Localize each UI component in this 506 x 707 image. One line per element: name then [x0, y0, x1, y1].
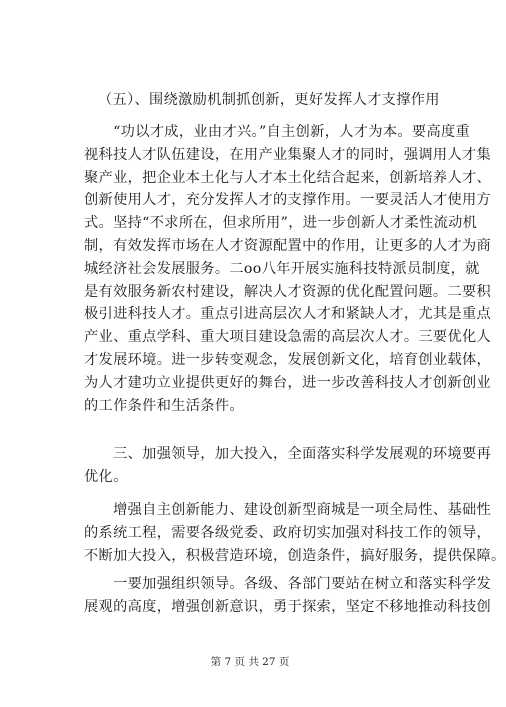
heading-line: 三、加强领导，加大投入，全面落实科学发展观的环境要再	[84, 446, 492, 462]
text-line: 视科技人才队伍建设，在用产业集聚人才的同时，强调用人才集	[84, 146, 492, 163]
text-line: 创新使用人才，充分发挥人才的支撑作用。一要灵活人才使用方	[84, 192, 492, 209]
page-footer: 第 7 页 共 27 页	[210, 656, 290, 668]
paragraph-leadership	[84, 573, 492, 619]
paragraph-system	[84, 499, 506, 567]
section-heading-5	[84, 89, 440, 112]
text-line: 一要加强组织领导。各级、各部门要站在树立和落实科学发	[84, 576, 492, 592]
text-line: 制，有效发挥市场在人才资源配置中的作用，让更多的人才为商	[84, 237, 492, 254]
section-heading-3	[84, 443, 492, 489]
heading-line: 优化。	[84, 468, 128, 485]
text-line: “功以才成，业由才兴。”自主创新，人才为本。要高度重	[84, 124, 471, 140]
text-line: 才发展环境。进一步转变观念，发展创新文化，培育创业载体，	[84, 351, 492, 368]
text-line: 增强自主创新能力、建设创新型商城是一项全局性、基础性	[84, 502, 492, 518]
text-line: 不断加大投入，积极营造环境，创造条件，搞好服务，提供保障。	[84, 547, 506, 564]
text-line: 产业、重点学科、重大项目建设急需的高层次人才。三要优化人	[84, 329, 492, 346]
text-line: 式。坚持“不求所在，但求所用”，进一步创新人才柔性流动机	[84, 215, 478, 232]
text-line: 展观的高度，增强创新意识，勇于探索，坚定不移地推动科技创	[84, 598, 492, 615]
heading-line: （五）、围绕激励机制抓创新，更好发挥人才支撑作用	[98, 92, 440, 108]
text-line: 的工作条件和生活条件。	[84, 397, 244, 414]
text-line: 聚产业，把企业本土化与人才本土化结合起来，创新培养人才、	[84, 169, 492, 186]
text-line: 极引进科技人才。重点引进高层次人才和紧缺人才，尤其是重点	[84, 306, 492, 323]
text-line: 为人才建功立业提供更好的舞台，进一步改善科技人才创新创业	[84, 374, 492, 391]
text-line: 的系统工程，需要各级党委、政府切实加强对科技工作的领导，	[84, 524, 492, 541]
text-line: 是有效服务新农村建设，解决人才资源的优化配置问题。二要积	[84, 283, 492, 300]
text-line: 城经济社会发展服务。二oo八年开展实施科技特派员制度，就	[84, 260, 480, 277]
paragraph-talent	[84, 121, 492, 417]
